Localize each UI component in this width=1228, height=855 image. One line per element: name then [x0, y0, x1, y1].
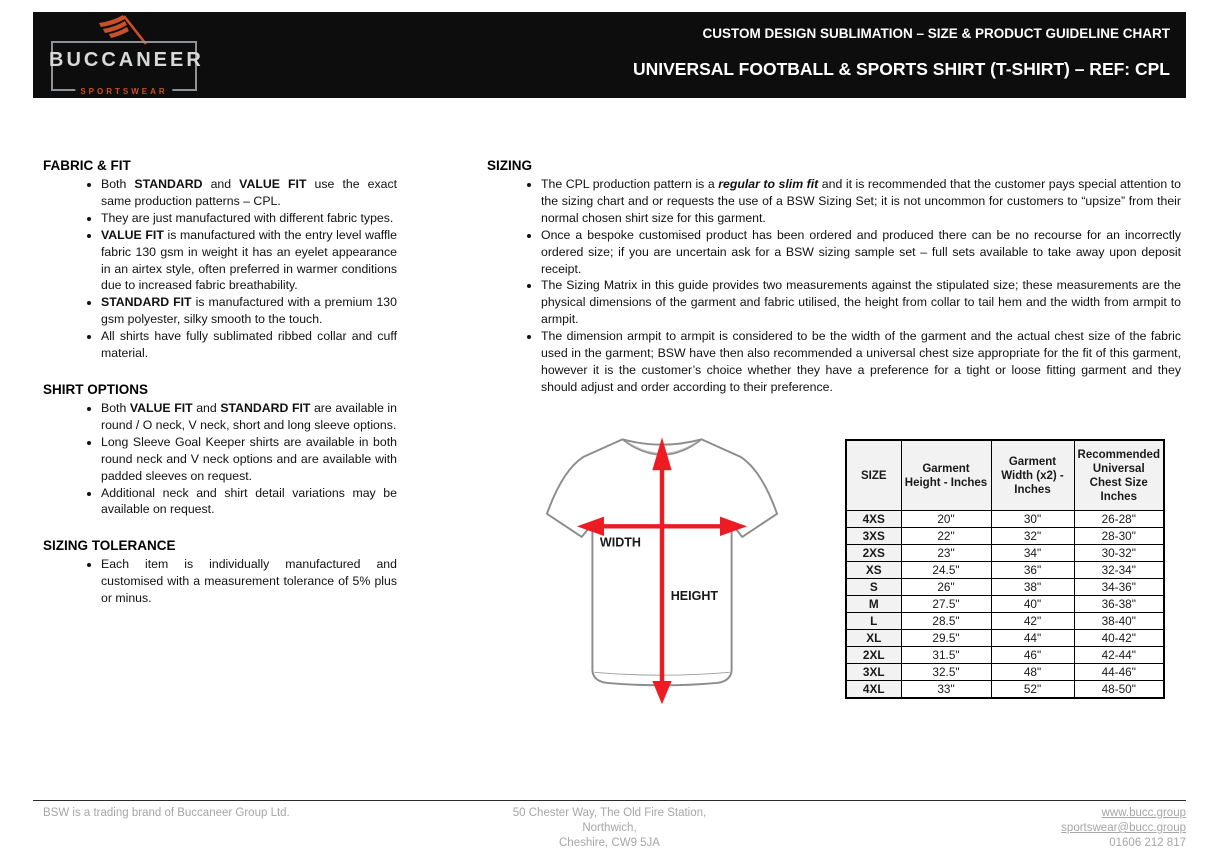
- measurement-cell: 46": [991, 647, 1074, 664]
- size-chart-row: [846, 545, 1164, 562]
- size-chart-body: [846, 511, 1164, 699]
- size-cell: 4XS: [846, 511, 901, 528]
- size-cell: 3XL: [846, 664, 901, 681]
- size-cell: 3XS: [846, 528, 901, 545]
- bullet-item: • Both STANDARD and VALUE FIT use the exact same production patterns – CPL.: [101, 176, 397, 210]
- measurement-cell: 31.5": [901, 647, 991, 664]
- left-column: [43, 158, 397, 627]
- measurement-cell: 32": [991, 528, 1074, 545]
- bullet-item: • Once a bespoke customised product has been ordered and produced there can be no recourse for an incorrectly ordered size; if you are uncertain ask for a BSW sizing sample set – full sets available to take away upon deposit receipt.: [541, 227, 1181, 278]
- sizing-figure-row: [487, 420, 1181, 710]
- size-cell: S: [846, 579, 901, 596]
- measurement-cell: 22": [901, 528, 991, 545]
- document-subtitle: CUSTOM DESIGN SUBLIMATION – SIZE & PRODUCT GUIDELINE CHART: [702, 26, 1170, 41]
- measurement-cell: 26-28": [1074, 511, 1164, 528]
- footer-address: [513, 806, 706, 851]
- size-chart-header-cell: Garment Height - Inches: [901, 440, 991, 511]
- fabric-fit-heading: FABRIC & FIT: [43, 158, 131, 173]
- bullet-item: • The Sizing Matrix in this guide provides two measurements against the stipulated size; these measurements are the physical dimensions of the garment and fabric utilised, the height from collar to tail hem and the width from armpit to armpit.: [541, 277, 1181, 328]
- footer-address-line-2: Northwich,: [582, 822, 637, 834]
- measurement-cell: 48-50": [1074, 681, 1164, 699]
- website-link[interactable]: www.bucc.group: [1101, 807, 1186, 819]
- sizing-list: [487, 176, 1181, 396]
- size-chart-header-cell: Garment Width (x2) - Inches: [991, 440, 1074, 511]
- width-label: WIDTH: [599, 535, 641, 550]
- bullet-item: • Both VALUE FIT and STANDARD FIT are available in round / O neck, V neck, short and long sleeve options.: [101, 400, 397, 434]
- measurement-cell: 48": [991, 664, 1074, 681]
- measurement-cell: 40": [991, 596, 1074, 613]
- measurement-cell: 28-30": [1074, 528, 1164, 545]
- size-chart-header-row: [846, 440, 1164, 511]
- logo-sub-text: SPORTSWEAR: [75, 87, 172, 96]
- bullet-item: • STANDARD FIT is manufactured with a premium 130 gsm polyester, silky smooth to the touch.: [101, 294, 397, 328]
- measurement-cell: 27.5": [901, 596, 991, 613]
- bullet-item: • VALUE FIT is manufactured with the entry level waffle fabric 130 gsm in weight it has an eyelet appearance in an airtex style, often preferred in warmer conditions due to increased fabric breathability.: [101, 227, 397, 295]
- sizing-tolerance-heading: SIZING TOLERANCE: [43, 538, 176, 554]
- measurement-cell: 38-40": [1074, 613, 1164, 630]
- bullet-item: • The dimension armpit to armpit is considered to be the width of the garment and the actual chest size of the fabric used in the garment; BSW have then also recommended a universal chest size appropriate for the fit of this garment, however it is the customer’s choice whether they have a preference for a tight or loose fitting garment and they should adjust and order according to their preference.: [541, 328, 1181, 396]
- footer-address-line-1: 50 Chester Way, The Old Fire Station,: [512, 807, 707, 819]
- size-chart-row: [846, 681, 1164, 699]
- measurement-cell: 33": [901, 681, 991, 699]
- size-cell: 2XL: [846, 647, 901, 664]
- size-cell: XL: [846, 630, 901, 647]
- size-chart-row: [846, 528, 1164, 545]
- tshirt-measurement-diagram: [517, 420, 807, 710]
- size-cell: XS: [846, 562, 901, 579]
- measurement-cell: 34": [991, 545, 1074, 562]
- section-shirt-options: [43, 382, 397, 518]
- bullet-item: • Additional neck and shirt detail variations may be available on request.: [101, 485, 397, 519]
- footer-address-line-3: Cheshire, CW9 5JA: [559, 837, 660, 849]
- measurement-cell: 36": [991, 562, 1074, 579]
- size-chart-header-cell: Recommended Universal Chest Size Inches: [1074, 440, 1164, 511]
- size-cell: L: [846, 613, 901, 630]
- section-fabric-fit: [43, 158, 397, 362]
- email-link[interactable]: sportswear@bucc.group: [1061, 822, 1186, 834]
- size-chart-header-cell: SIZE: [846, 440, 901, 511]
- footer-trading-note: BSW is a trading brand of Buccaneer Group Ltd.: [43, 807, 290, 819]
- size-cell: M: [846, 596, 901, 613]
- measurement-cell: 36-38": [1074, 596, 1164, 613]
- measurement-cell: 20": [901, 511, 991, 528]
- size-chart-row: [846, 596, 1164, 613]
- size-chart-row: [846, 613, 1164, 630]
- size-chart-row: [846, 630, 1164, 647]
- measurement-cell: 44-46": [1074, 664, 1164, 681]
- size-chart-row: [846, 511, 1164, 528]
- fabric-fit-list: [43, 176, 397, 362]
- shirt-options-heading: SHIRT OPTIONS: [43, 381, 149, 397]
- measurement-cell: 32.5": [901, 664, 991, 681]
- measurement-cell: 42-44": [1074, 647, 1164, 664]
- footer-contacts: [706, 806, 1186, 851]
- size-chart-table: [845, 439, 1165, 700]
- size-cell: 4XL: [846, 681, 901, 699]
- measurement-cell: 26": [901, 579, 991, 596]
- section-sizing: [487, 158, 1181, 396]
- measurement-cell: 24.5": [901, 562, 991, 579]
- measurement-cell: 32-34": [1074, 562, 1164, 579]
- measurement-cell: 28.5": [901, 613, 991, 630]
- measurement-cell: 29.5": [901, 630, 991, 647]
- logo-brand-text: BUCCANEER: [49, 49, 204, 71]
- header-bar: [33, 12, 1186, 98]
- size-chart-row: [846, 579, 1164, 596]
- measurement-cell: 42": [991, 613, 1074, 630]
- right-column: [487, 158, 1181, 710]
- size-cell: 2XS: [846, 545, 901, 562]
- sizing-heading: SIZING: [487, 158, 533, 173]
- header-titles: [633, 12, 1186, 98]
- measurement-cell: 40-42": [1074, 630, 1164, 647]
- phone-number: 01606 212 817: [1109, 837, 1186, 849]
- bullet-item: • All shirts have fully sublimated ribbed collar and cuff material.: [101, 328, 397, 362]
- shirt-options-list: [43, 400, 397, 518]
- size-chart-container: [845, 439, 1165, 700]
- footer: [33, 800, 1186, 851]
- measurement-cell: 34-36": [1074, 579, 1164, 596]
- size-chart-row: [846, 647, 1164, 664]
- section-sizing-tolerance: [43, 538, 397, 607]
- bullet-item: • They are just manufactured with different fabric types.: [101, 210, 397, 227]
- brand-logo: [49, 15, 204, 96]
- measurement-cell: 44": [991, 630, 1074, 647]
- measurement-cell: 23": [901, 545, 991, 562]
- sizing-tolerance-list: [43, 556, 397, 607]
- measurement-cell: 52": [991, 681, 1074, 699]
- bullet-item: • Each item is individually manufactured and customised with a measurement tolerance of 5% plus or minus.: [101, 556, 397, 607]
- size-chart-row: [846, 562, 1164, 579]
- bullet-item: • The CPL production pattern is a regular to slim fit and it is recommended that the customer pays special attention to the sizing chart and or requests the use of a BSW Sizing Set; it is not uncommon for customers to “upsize” from their normal chosen shirt size for this garment.: [541, 176, 1181, 227]
- page-title: UNIVERSAL FOOTBALL & SPORTS SHIRT (T-SHIRT) – REF: CPL: [632, 59, 1170, 79]
- height-label: HEIGHT: [670, 588, 719, 603]
- bullet-item: • Long Sleeve Goal Keeper shirts are available in both round neck and V neck options and are available with padded sleeves on request.: [101, 434, 397, 485]
- measurement-cell: 38": [991, 579, 1074, 596]
- measurement-cell: 30": [991, 511, 1074, 528]
- measurement-cell: 30-32": [1074, 545, 1164, 562]
- size-chart-row: [846, 664, 1164, 681]
